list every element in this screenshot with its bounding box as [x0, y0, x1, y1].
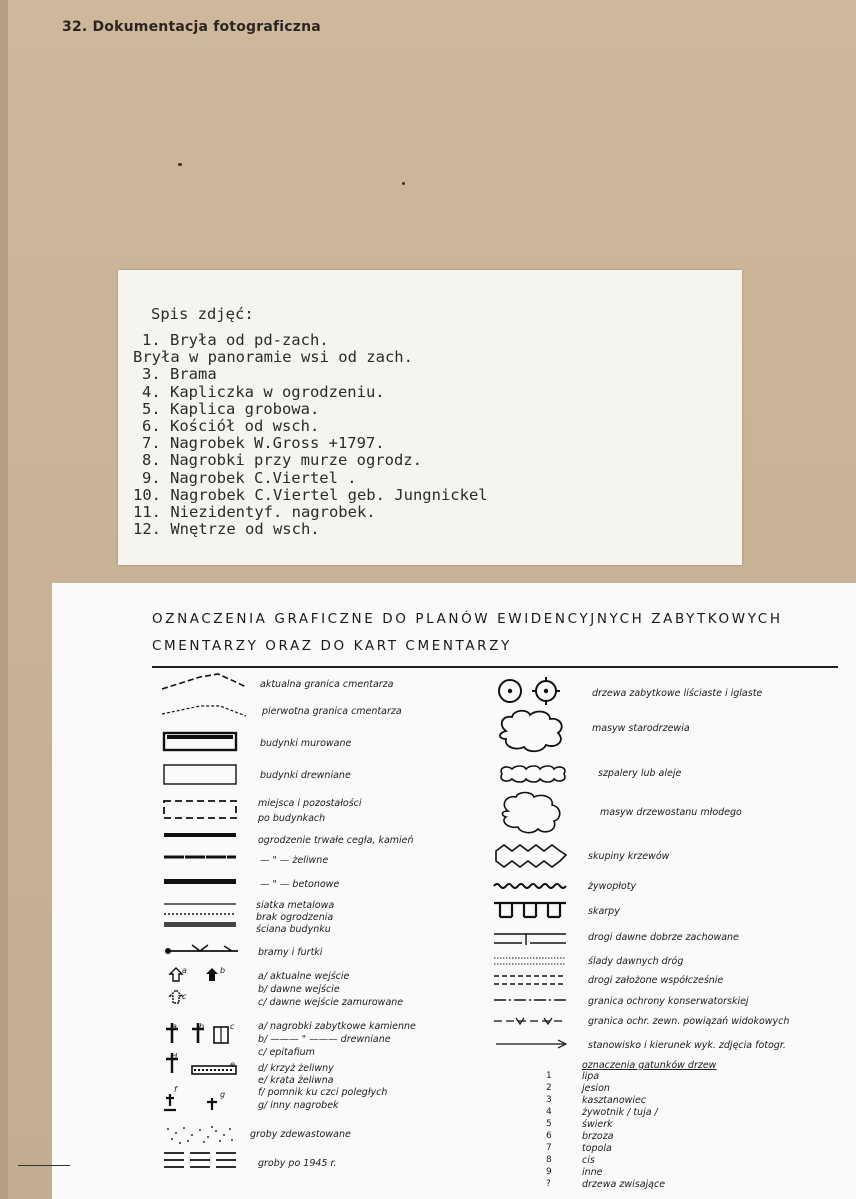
historic-trees-symbol	[496, 677, 576, 705]
legend-label: drzewa zabytkowe liściaste i iglaste	[592, 688, 763, 699]
tree-number: ?	[546, 1179, 551, 1189]
legend-label: siatka metalowa	[256, 900, 335, 911]
symbol-letter-c: c	[182, 992, 187, 1001]
legend-title-line1: OZNACZENIA GRAFICZNE DO PLANÓW EWIDENCYJNYCH ZABYTKOWYCH	[152, 611, 783, 627]
photo-list-card	[118, 270, 742, 565]
title-rule	[152, 666, 838, 668]
old-tree-mass-symbol	[496, 709, 576, 753]
tree-name: brzoza	[582, 1131, 614, 1142]
photo-position-symbol	[492, 1037, 576, 1051]
legend-label: budynki murowane	[260, 738, 352, 749]
list-item: 12. Wnętrze od wsch.	[133, 520, 320, 539]
legend-label: skarpy	[588, 906, 620, 917]
board-edge	[0, 0, 8, 1199]
list-item: 6. Kościół od wsch.	[142, 417, 320, 436]
legend-label: g/ inny nagrobek	[258, 1100, 339, 1111]
old-roads-symbol	[492, 931, 576, 947]
post-1945-graves-symbol	[162, 1150, 242, 1172]
symbol-letter-d: d	[172, 1052, 178, 1061]
tree-number: 6	[546, 1131, 552, 1141]
legend-label: masyw starodrzewia	[592, 723, 690, 734]
shrubs-symbol	[492, 841, 576, 873]
legend-label: b/ dawne wejście	[258, 984, 340, 995]
legend-label: stanowisko i kierunek wyk. zdjęcia fotogr.	[588, 1040, 786, 1051]
page-title: 32. Dokumentacja fotograficzna	[62, 19, 321, 35]
gates-symbol	[162, 943, 242, 959]
legend-label: pierwotna granica cmentarza	[262, 706, 402, 717]
tree-name: drzewa zwisające	[582, 1179, 666, 1190]
list-item: 9. Nagrobek C.Viertel .	[142, 468, 357, 487]
young-stand-symbol	[496, 791, 576, 835]
legend-label: c/ dawne wejście zamurowane	[258, 997, 404, 1008]
symbol-letter-f: f	[174, 1085, 177, 1094]
legend-label: — " — żeliwne	[260, 855, 329, 866]
legend-label: szpalery lub aleje	[598, 768, 682, 779]
tree-number: 4	[546, 1107, 552, 1117]
mesh-fence-symbols	[162, 901, 240, 929]
tree-number: 8	[546, 1155, 552, 1165]
iron-fence-symbol	[162, 853, 240, 861]
road-traces-symbol	[492, 955, 576, 967]
symbol-letter-b: b	[220, 966, 226, 975]
symbol-letter-a: a	[172, 1022, 177, 1031]
legend-label: miejsca i pozostałości	[258, 798, 362, 809]
legend-label: a/ aktualne wejście	[258, 971, 350, 982]
tree-name: świerk	[582, 1119, 613, 1130]
legend-label: d/ krzyż żeliwny	[258, 1063, 334, 1074]
devastated-graves-symbol	[162, 1123, 242, 1147]
symbol-letter-g: g	[220, 1090, 226, 1099]
list-item: 3. Brama	[142, 365, 217, 384]
dust-speck	[178, 163, 182, 166]
legend-label: groby po 1945 r.	[258, 1158, 337, 1169]
tree-number: 1	[546, 1071, 552, 1081]
legend-label: a/ nagrobki zabytkowe kamienne	[258, 1021, 416, 1032]
tree-number: 9	[546, 1167, 552, 1177]
legend-label: ślady dawnych dróg	[588, 956, 684, 967]
legend-label: masyw drzewostanu młodego	[600, 807, 742, 818]
legend-label: c/ epitafium	[258, 1047, 315, 1058]
tree-number: 7	[546, 1143, 552, 1153]
legend-label: ogrodzenie trwałe cegła, kamień	[258, 835, 414, 846]
tree-number: 2	[546, 1083, 552, 1093]
symbol-letter-c: c	[230, 1022, 235, 1031]
list-item: 11. Niezidentyf. nagrobek.	[133, 503, 376, 522]
legend-label: granica ochrony konserwatorskiej	[588, 996, 749, 1007]
legend-label: po budynkach	[258, 813, 326, 824]
concrete-fence-symbol	[162, 877, 240, 887]
current-boundary-symbol	[160, 673, 250, 693]
legend-label: e/ krata żeliwna	[258, 1075, 334, 1086]
hedges-symbol	[492, 881, 576, 891]
new-roads-symbol	[492, 973, 576, 987]
legend-label: granica ochr. zewn. powiązań widokowych	[588, 1016, 790, 1027]
list-item: Bryła w panoramie wsi od zach.	[133, 348, 413, 367]
list-item: 10. Nagrobek C.Viertel geb. Jungnickel	[133, 485, 488, 504]
symbol-letter-e: e	[230, 1060, 235, 1069]
legend-label: — " — betonowe	[260, 879, 340, 890]
legend-title-line2: CMENTARZY ORAZ DO KART CMENTARZY	[152, 638, 512, 654]
dust-speck	[402, 182, 405, 185]
tree-name: jesion	[582, 1083, 610, 1094]
symbol-letter-b: b	[199, 1022, 205, 1031]
legend-label: budynki drewniane	[260, 770, 351, 781]
view-boundary-symbol	[492, 1015, 576, 1027]
legend-label: żywopłoty	[588, 881, 637, 892]
tree-name: kasztanowiec	[582, 1095, 647, 1106]
legend-label: f/ pomnik ku czci poległych	[258, 1087, 388, 1098]
list-item: 1. Bryła od pd-zach.	[142, 331, 329, 349]
permanent-fence-symbol	[162, 831, 240, 839]
tree-name: inne	[582, 1167, 603, 1178]
legend-label: groby zdewastowane	[250, 1129, 351, 1140]
tree-number: 3	[546, 1095, 552, 1105]
entrance-symbols	[162, 966, 242, 1006]
building-remains-symbol	[162, 798, 240, 822]
brick-building-symbol	[162, 731, 240, 753]
legend-label: skupiny krzewów	[588, 851, 670, 862]
protection-boundary-symbol	[492, 995, 576, 1005]
legend-label: aktualna granica cmentarza	[260, 679, 394, 690]
list-item: 5. Kaplica grobowa.	[142, 399, 320, 418]
tree-number: 5	[546, 1119, 552, 1129]
tree-species-heading: oznaczenia gatunków drzew	[582, 1060, 717, 1071]
legend-sheet	[52, 583, 856, 1199]
photo-list	[133, 331, 488, 539]
margin-line	[18, 1165, 70, 1166]
legend-label: drogi dawne dobrze zachowane	[588, 932, 739, 943]
tree-name: topola	[582, 1143, 612, 1154]
slopes-symbol	[492, 899, 576, 921]
tree-rows-symbol	[496, 763, 576, 785]
wooden-building-symbol	[162, 763, 240, 787]
list-item: 4. Kapliczka w ogrodzeniu.	[142, 382, 385, 401]
legend-label: b/ ——— " ——— drewniane	[258, 1034, 391, 1045]
legend-label: brak ogrodzenia	[256, 912, 334, 923]
tree-name: żywotnik / tuja /	[582, 1107, 658, 1118]
list-item: 7. Nagrobek W.Gross +1797.	[142, 434, 385, 453]
legend-label: bramy i furtki	[258, 947, 323, 958]
legend-label: drogi założone współcześnie	[588, 975, 724, 986]
symbol-letter-a: a	[182, 966, 187, 975]
list-item: 8. Nagrobki przy murze ogrodz.	[142, 451, 422, 470]
legend-label: ściana budynku	[256, 924, 331, 935]
tree-name: cis	[582, 1155, 595, 1166]
original-boundary-symbol	[160, 700, 250, 720]
tree-name: lipa	[582, 1071, 600, 1082]
photo-list-heading: Spis zdjęć:	[151, 305, 254, 323]
